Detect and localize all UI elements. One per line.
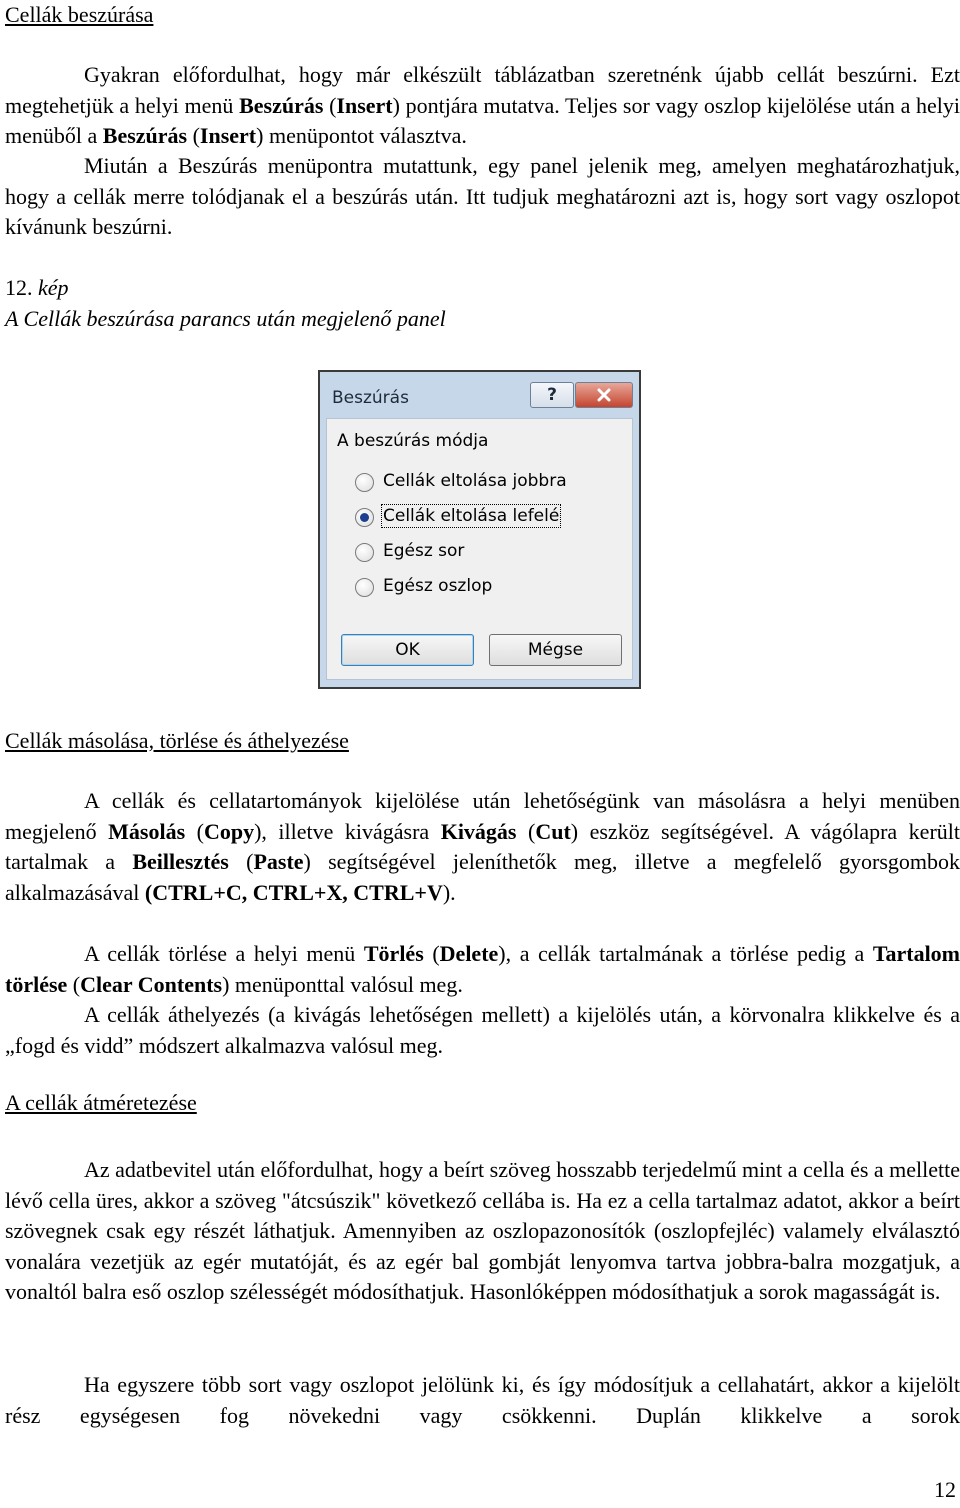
- figure-caption: A Cellák beszúrása parancs után megjelenő panel: [5, 306, 446, 331]
- radio-shift-right[interactable]: [355, 473, 374, 492]
- radio-entire-row[interactable]: [355, 543, 374, 562]
- radio-entire-column-label[interactable]: Egész oszlop: [383, 576, 493, 596]
- resize-paragraph-2: Ha egyszere több sort vagy oszlopot jelölünk ki, és így módosítjuk a cellahatárt, akkor a kijelölt rész egységesen fog növekedni vagy csökkenni. Duplán klikkelve a sorok: [5, 1372, 960, 1428]
- ok-button[interactable]: OK: [341, 634, 474, 666]
- radio-shift-down-label[interactable]: Cellák eltolása lefelé: [383, 506, 560, 526]
- help-button[interactable]: [530, 382, 574, 408]
- radio-shift-right-label[interactable]: Cellák eltolása jobbra: [383, 471, 567, 491]
- cancel-button[interactable]: Mégse: [489, 634, 622, 666]
- figure-label: 12. kép: [5, 275, 69, 300]
- question-mark-icon: ?: [547, 385, 557, 405]
- page-number: 12: [934, 1477, 956, 1502]
- radio-shift-down[interactable]: [355, 508, 374, 527]
- section-heading-insert: Cellák beszúrása: [5, 2, 154, 27]
- insert-dialog: [318, 370, 641, 689]
- copy-paragraph-2: A cellák törlése a helyi menü Törlés (Delete), a cellák tartalmának a törlése pedig a Tartalom törlése (Clear Contents) menüponttal valósul meg.: [5, 941, 960, 997]
- radio-entire-column[interactable]: [355, 578, 374, 597]
- resize-paragraph-1: Az adatbevitel után előfordulhat, hogy a beírt szöveg hosszabb terjedelmű mint a cella és a mellette lévő cella üres, akkor a szöveg "átcsúszik" következő cellába is. Ha ez a cella tartalmaz adatot, akkor a beírt szövegnek csak egy részét láthatjuk. Amennyiben az oszlopazonosítók (oszlopfejléc) valamely elválasztó vonalára vezetjük az egér mutatóját, és az egér bal gombját lenyomva tartva jobbra-balra mozgatjuk, a vonaltól balra eső oszlop szélességét módosíthatjuk. Hasonlóképpen módosíthatjuk a sorok magasságát is.: [5, 1157, 960, 1305]
- insert-paragraph-2: Miután a Beszúrás menüpontra mutattunk, egy panel jelenik meg, amelyen meghatározhatjuk, hogy a cellák merre tolódjanak el a beszúrás után. Itt tudjuk meghatározni azt is, hogy sort vagy oszlopot kívánunk beszúrni.: [5, 153, 960, 240]
- section-heading-resize: A cellák átméretezése: [5, 1090, 197, 1115]
- close-icon: [596, 388, 612, 402]
- radio-entire-row-label[interactable]: Egész sor: [383, 541, 465, 561]
- close-button[interactable]: [575, 382, 633, 408]
- insert-paragraph-1: Gyakran előfordulhat, hogy már elkészült táblázatban szeretnénk újabb cellát beszúrni. Ezt megtehetjük a helyi menü Beszúrás (Insert) pontjára mutatva. Teljes sor vagy oszlop kijelölése után a helyi menüből a Beszúrás (Insert) menüpontot választva.: [5, 62, 960, 149]
- copy-paragraph-3: A cellák áthelyezés (a kivágás lehetőségen mellett) a kijelölés után, a körvonalra klikkelve és a „fogd és vidd” módszert alkalmazva valósul meg.: [5, 1002, 960, 1058]
- dialog-body: [326, 418, 633, 680]
- section-heading-copy: Cellák másolása, törlése és áthelyezése: [5, 728, 349, 753]
- copy-paragraph-1: A cellák és cellatartományok kijelölése után lehetőségünk van másolásra a helyi menüben megjelenő Másolás (Copy), illetve kivágásra Kivágás (Cut) eszköz segítségével. A vágólapra került tartalmak a Beillesztés (Paste) segítségével jeleníthetők meg, illetve a megfelelő gyorsgombok alkalmazásával (CTRL+C, CTRL+X, CTRL+V).: [5, 788, 960, 905]
- dialog-title: Beszúrás: [332, 388, 409, 408]
- insert-mode-group-title: A beszúrás módja: [337, 431, 489, 451]
